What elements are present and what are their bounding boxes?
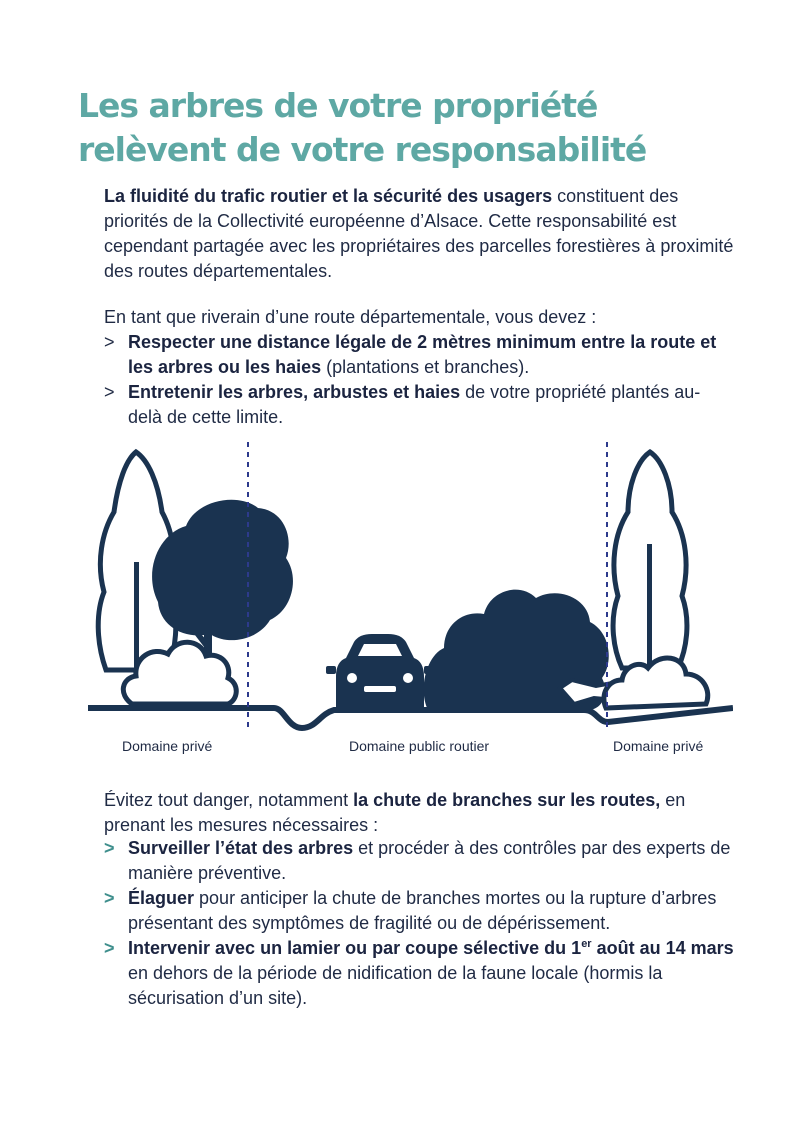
intro-text: constituent des priorités de la Collectivité européenne d’Alsace. Cette responsabilité est cependant partagée avec les propriétaires des parcelles forestières à proximité des routes départementales. [104, 186, 734, 281]
item-bold-a: Intervenir avec un lamier ou par coupe sélective du 1 [128, 938, 582, 958]
ground-line [88, 708, 733, 728]
item-bold: Entretenir les arbres, arbustes et haies [128, 382, 461, 402]
danger-lead-text: Évitez tout danger, notamment [104, 790, 354, 810]
title-line-1: Les arbres de votre propriété [78, 86, 598, 125]
item-bold-b: août au 14 mars [591, 938, 734, 958]
danger-lead-bold: la chute de branches sur les routes, [353, 790, 661, 810]
list-item [104, 886, 734, 936]
danger-lead [104, 788, 744, 838]
list-item [104, 836, 734, 886]
danger-list [104, 836, 734, 1011]
label-private-right: Domaine privé [613, 738, 704, 754]
danger-lead-text-2: en prenant les mesures nécessaires : [104, 790, 686, 835]
obligations-lead: En tant que riverain d’une route départementale, vous devez : [104, 307, 597, 327]
chevron-bullet: > [104, 888, 115, 908]
item-bold: Respecter une distance légale de 2 mètres minimum entre la route et les arbres ou les haies [128, 332, 717, 377]
label-public-road: Domaine public routier [349, 738, 490, 754]
chevron-bullet: > [104, 332, 115, 352]
chevron-bullet: > [104, 838, 115, 858]
list-item [104, 380, 734, 430]
list-item [104, 936, 734, 1011]
item-text: et procéder à des contrôles par des experts de manière préventive. [128, 838, 731, 883]
item-text: de votre propriété plantés au-delà de cette limite. [128, 382, 701, 427]
obligations-list [104, 330, 734, 430]
intro-bold: La fluidité du trafic routier et la sécurité des usagers [104, 186, 553, 206]
ordinal-sup: er [581, 938, 592, 950]
item-text: (plantations et branches). [321, 357, 530, 377]
title-line-2: relèvent de votre responsabilité [78, 130, 647, 169]
item-text: pour anticiper la chute de branches mortes ou la rupture d’arbres présentant des symptômes de fragilité ou de dépérissement. [128, 888, 717, 933]
chevron-bullet: > [104, 938, 115, 958]
list-item [104, 330, 734, 380]
chevron-bullet: > [104, 382, 115, 402]
intro-paragraph [104, 184, 734, 284]
item-bold: Surveiller l’état des arbres [128, 838, 354, 858]
car-icon [326, 634, 434, 710]
item-bold [128, 938, 734, 958]
item-text: en dehors de la période de nidification de la faune locale (hormis la sécurisation d’un site). [128, 963, 663, 1008]
road-illustration [88, 442, 733, 732]
page-title [78, 84, 758, 172]
item-bold: Élaguer [128, 888, 195, 908]
label-private-left: Domaine privé [122, 738, 213, 754]
